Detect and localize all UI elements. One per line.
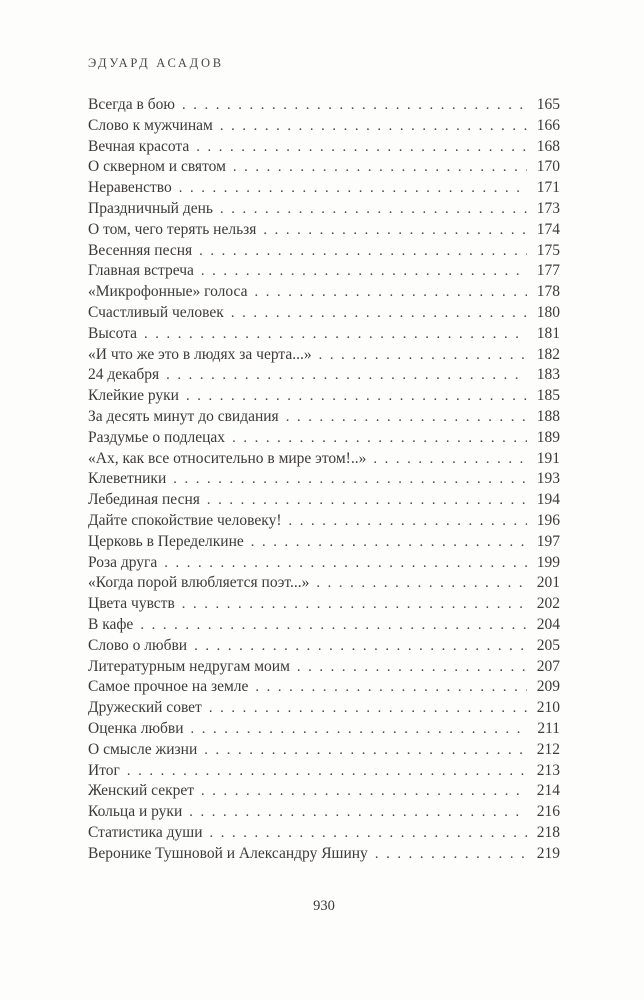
toc-entry-title: Кольца и руки (88, 803, 183, 821)
toc-entry (88, 469, 560, 490)
toc-entry (88, 324, 560, 345)
toc-entry-page: 211 (537, 719, 560, 737)
toc-entry-page: 183 (536, 366, 560, 384)
toc-entry (88, 241, 560, 262)
toc-entry-title: В кафе (88, 615, 134, 633)
toc-entry-title: «И что же это в людях за черта...» (88, 345, 312, 363)
toc-entry (88, 303, 560, 324)
toc-entry-page: 182 (536, 345, 560, 363)
dot-leader (375, 844, 527, 865)
dot-leader (186, 386, 527, 407)
toc-entry-title: Вечная красота (88, 137, 190, 155)
toc-entry (88, 386, 560, 407)
dot-leader (204, 740, 527, 761)
toc-entry-page: 178 (536, 283, 560, 301)
dot-leader (127, 761, 527, 782)
toc-entry-title: Дружеский совет (88, 699, 202, 717)
dot-leader (251, 532, 527, 553)
toc-entry-page: 170 (536, 158, 560, 176)
table-of-contents (88, 95, 560, 864)
toc-entry-page: 209 (536, 678, 560, 696)
toc-entry (88, 657, 560, 678)
dot-leader (199, 241, 527, 262)
toc-entry-title: Итог (88, 761, 120, 779)
toc-entry (88, 781, 560, 802)
toc-entry-title: 24 декабря (88, 366, 160, 384)
dot-leader (196, 137, 527, 158)
toc-entry (88, 261, 560, 282)
toc-entry-title: Клеветники (88, 470, 167, 488)
dot-leader (220, 199, 527, 220)
dot-leader (289, 511, 527, 532)
toc-entry-title: Высота (88, 324, 138, 342)
toc-entry-page: 174 (536, 220, 560, 238)
toc-entry (88, 282, 560, 303)
dot-leader (263, 220, 527, 241)
toc-entry (88, 365, 560, 386)
toc-entry (88, 553, 560, 574)
toc-entry-page: 212 (536, 740, 560, 758)
toc-entry-title: О том, чего терять нельзя (88, 220, 257, 238)
toc-entry (88, 761, 560, 782)
toc-entry-title: Главная встреча (88, 262, 194, 280)
toc-entry (88, 573, 560, 594)
dot-leader (231, 303, 527, 324)
toc-entry (88, 594, 560, 615)
toc-entry-page: 166 (536, 116, 560, 134)
toc-entry (88, 719, 560, 740)
toc-entry-title: Раздумье о подлецах (88, 428, 226, 446)
toc-entry-page: 216 (536, 803, 560, 821)
dot-leader (209, 698, 527, 719)
toc-entry (88, 95, 560, 116)
toc-entry (88, 157, 560, 178)
dot-leader (220, 116, 527, 137)
toc-entry (88, 740, 560, 761)
dot-leader (191, 719, 527, 740)
dot-leader (166, 365, 527, 386)
dot-leader (173, 469, 527, 490)
toc-entry-title: Самое прочное на земле (88, 678, 249, 696)
toc-entry-page: 219 (536, 844, 560, 862)
toc-entry-page: 214 (536, 782, 560, 800)
toc-entry (88, 802, 560, 823)
dot-leader (182, 95, 527, 116)
toc-entry-title: «Когда порой влюбляется поэт...» (88, 574, 310, 592)
toc-entry-title: Цвета чувств (88, 595, 175, 613)
toc-entry (88, 428, 560, 449)
toc-entry (88, 511, 560, 532)
toc-entry (88, 116, 560, 137)
dot-leader (207, 490, 527, 511)
toc-entry (88, 407, 560, 428)
toc-entry (88, 449, 560, 470)
toc-entry-page: 191 (536, 449, 560, 467)
toc-entry (88, 677, 560, 698)
toc-entry-title: Слово к мужчинам (88, 116, 213, 134)
toc-entry (88, 698, 560, 719)
toc-entry-title: Оценка любви (88, 719, 184, 737)
toc-entry-title: Женский секрет (88, 782, 195, 800)
toc-entry-page: 199 (536, 553, 560, 571)
toc-entry (88, 490, 560, 511)
toc-entry-page: 218 (536, 823, 560, 841)
toc-entry (88, 844, 560, 865)
toc-entry-title: Статистика души (88, 823, 203, 841)
toc-entry-page: 180 (536, 303, 560, 321)
toc-entry-title: Литературным недругам моим (88, 657, 290, 675)
dot-leader (316, 573, 527, 594)
toc-entry-title: Слово о любви (88, 636, 188, 654)
toc-entry (88, 137, 560, 158)
dot-leader (373, 449, 527, 470)
dot-leader (233, 157, 527, 178)
toc-entry-page: 165 (536, 96, 560, 113)
toc-entry-page: 204 (536, 615, 560, 633)
toc-entry-page: 213 (536, 761, 560, 779)
toc-entry-title: Лебединая песня (88, 491, 200, 509)
toc-entry-page: 201 (536, 574, 560, 592)
toc-entry-title: Счастливый человек (88, 303, 224, 321)
toc-entry-title: За десять минут до свидания (88, 407, 279, 425)
dot-leader (232, 428, 527, 449)
toc-entry-title: Неравенство (88, 179, 172, 197)
toc-entry-title: Роза друга (88, 553, 158, 571)
toc-entry-title: Весенняя песня (88, 241, 193, 259)
toc-entry-title: О скверном и святом (88, 158, 226, 176)
dot-leader (319, 345, 527, 366)
toc-entry-page: 189 (536, 428, 560, 446)
dot-leader (182, 594, 527, 615)
toc-entry-page: 205 (536, 636, 560, 654)
dot-leader (255, 677, 527, 698)
toc-entry-page: 202 (536, 595, 560, 613)
toc-entry-page: 210 (536, 699, 560, 717)
toc-entry-page: 177 (536, 262, 560, 280)
toc-entry-title: «Микрофонные» голоса (88, 283, 248, 301)
toc-entry-title: Всегда в бою (88, 96, 175, 113)
dot-leader (164, 553, 527, 574)
toc-entry-page: 196 (536, 511, 560, 529)
dot-leader (201, 261, 527, 282)
toc-entry-page: 171 (536, 179, 560, 197)
toc-entry-page: 197 (536, 532, 560, 550)
toc-entry (88, 199, 560, 220)
toc-entry-title: Праздничный день (88, 199, 213, 217)
toc-entry-page: 168 (536, 137, 560, 155)
dot-leader (255, 282, 528, 303)
toc-entry (88, 532, 560, 553)
toc-entry-title: Клейкие руки (88, 387, 179, 405)
toc-entry-title: Веронике Тушновой и Александру Яшину (88, 844, 368, 862)
page-number: 930 (313, 898, 335, 914)
toc-entry (88, 220, 560, 241)
dot-leader (140, 615, 527, 636)
toc-entry-page: 207 (536, 657, 560, 675)
toc-entry-title: Дайте спокойствие человеку! (88, 511, 282, 529)
dot-leader (286, 407, 527, 428)
toc-entry-title: «Ах, как все относительно в мире этом!..» (88, 449, 367, 467)
toc-entry-page: 193 (536, 470, 560, 488)
author-header: ЭДУАРД АСАДОВ (88, 56, 224, 70)
dot-leader (189, 802, 527, 823)
toc-entry-page: 188 (536, 407, 560, 425)
toc-entry-title: Церковь в Переделкине (88, 532, 244, 550)
toc-entry (88, 345, 560, 366)
toc-entry (88, 178, 560, 199)
dot-leader (297, 657, 527, 678)
toc-entry-page: 194 (536, 491, 560, 509)
toc-entry (88, 615, 560, 636)
toc-entry-page: 175 (536, 241, 560, 259)
toc-entry-title: О смысле жизни (88, 740, 198, 758)
dot-leader (144, 324, 527, 345)
toc-entry (88, 636, 560, 657)
dot-leader (179, 178, 527, 199)
toc-entry (88, 823, 560, 844)
toc-entry-page: 173 (536, 199, 560, 217)
dot-leader (210, 823, 527, 844)
dot-leader (194, 636, 527, 657)
toc-entry-page: 185 (536, 387, 560, 405)
dot-leader (201, 781, 527, 802)
toc-entry-page: 181 (536, 324, 560, 342)
